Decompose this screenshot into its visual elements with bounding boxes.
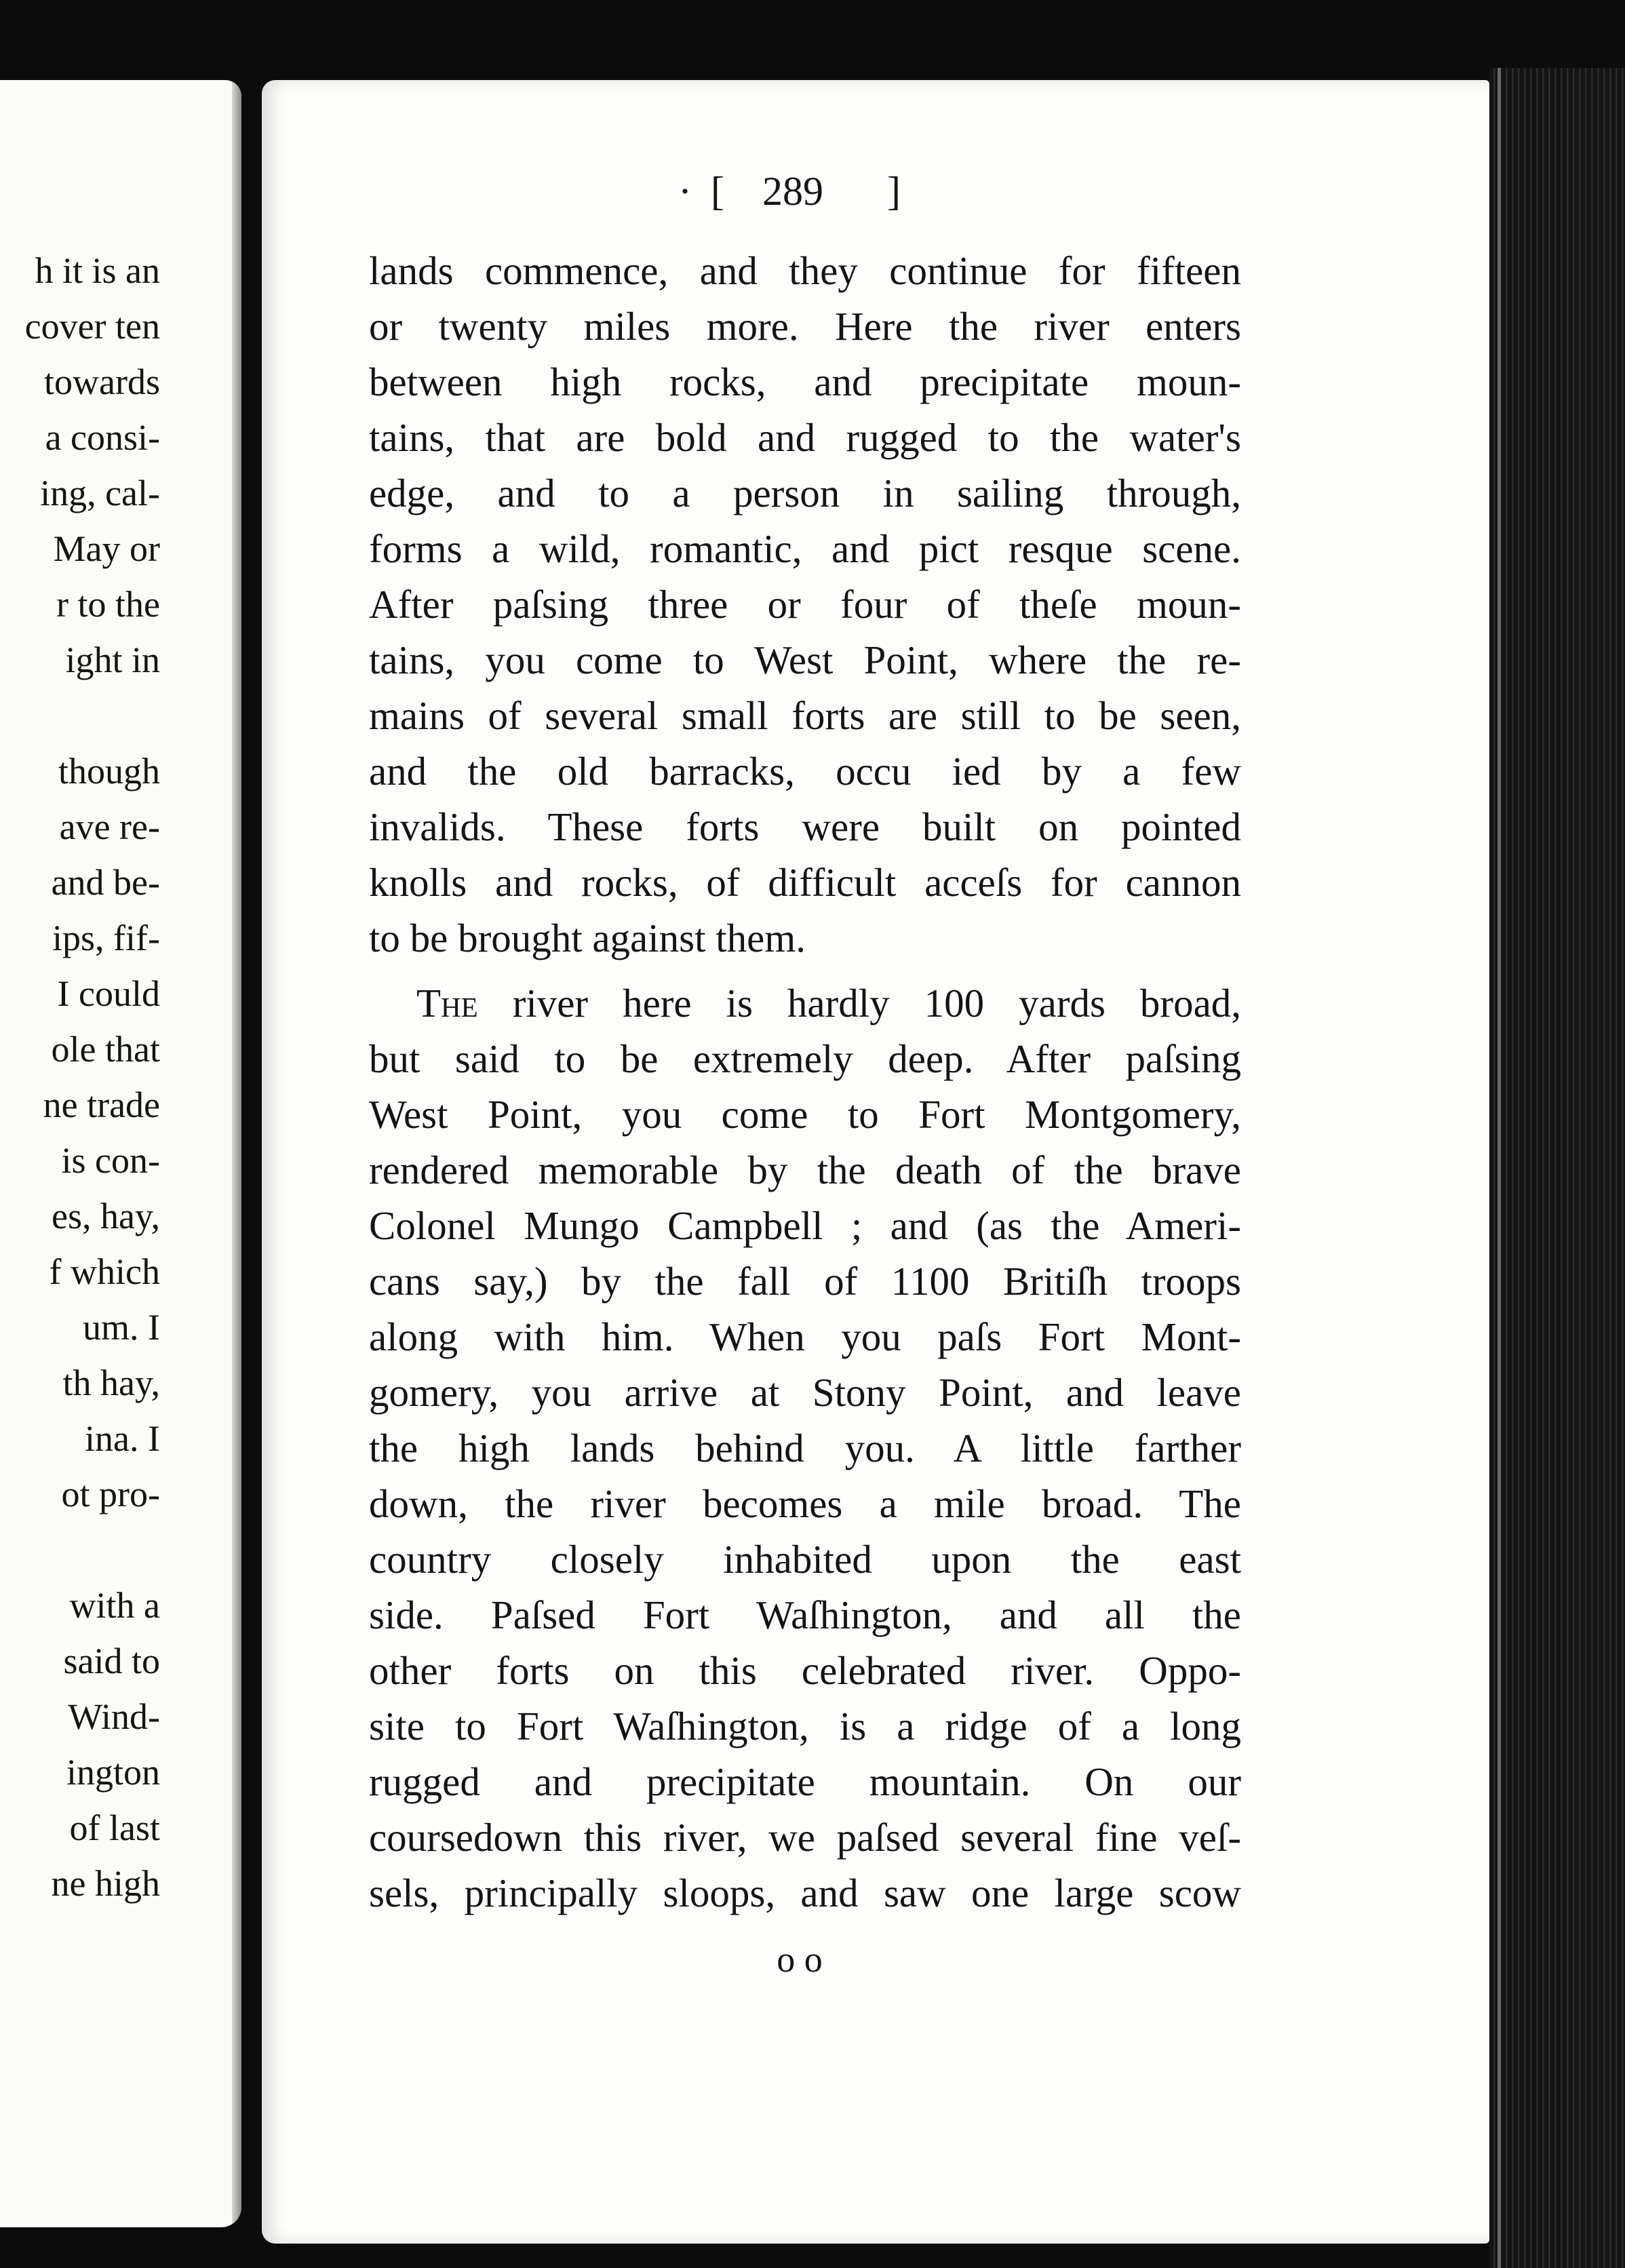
text-line: down, the river becomes a mile broad. The	[369, 1481, 1241, 1526]
text-line: coursedown this river, we paſsed several fine veſ-	[369, 1815, 1241, 1860]
text-line: or twenty miles more. Here the river enters	[369, 304, 1241, 349]
left-page-line: ne high	[51, 1863, 160, 1904]
text-line: site to Fort Waſhington, is a ridge of a long	[369, 1704, 1241, 1748]
text-line: cans say,) by the fall of 1100 Britiſh troops	[369, 1259, 1241, 1304]
left-page-line: I could	[57, 973, 160, 1014]
left-page-line: h it is an	[35, 250, 160, 291]
left-page-line: May or	[53, 528, 160, 569]
text-line: to be brought against them.	[369, 916, 806, 960]
left-page-line: ips, fif-	[52, 918, 160, 958]
running-header	[678, 164, 922, 218]
left-page-line: r to the	[56, 584, 160, 625]
left-page-line: ina. I	[85, 1418, 160, 1459]
left-page-line: ave re-	[59, 806, 160, 847]
text-line: knolls and rocks, of difficult acceſs for cannon	[369, 860, 1241, 905]
text-line: along with him. When you paſs Fort Mont-	[369, 1314, 1241, 1359]
left-page-line: towards	[44, 361, 160, 402]
left-page-line: said to	[63, 1641, 160, 1681]
left-page-line: with a	[69, 1585, 160, 1626]
left-page-line: is con-	[61, 1140, 160, 1181]
text-line: side. Paſsed Fort Waſhington, and all the	[369, 1592, 1241, 1637]
left-page-line: th hay,	[62, 1363, 160, 1403]
text-line: other forts on this celebrated river. Oppo-	[369, 1648, 1241, 1693]
left-page-edge	[232, 80, 241, 2227]
left-page-line: ight in	[65, 640, 160, 680]
left-page-line: and be-	[51, 862, 160, 903]
text-line: lands commence, and they continue for fifteen	[369, 248, 1241, 293]
book-page-edges	[1489, 68, 1625, 2268]
left-page-line: of last	[69, 1807, 160, 1848]
text-line: Colonel Mungo Campbell ; and (as the Ameri-	[369, 1203, 1241, 1248]
text-line: rugged and precipitate mountain. On our	[369, 1759, 1241, 1804]
left-page-line: ne trade	[43, 1084, 160, 1125]
text-line: edge, and to a person in sailing through,	[369, 471, 1241, 515]
left-page-line: ot pro-	[61, 1474, 160, 1514]
left-page-line: f which	[49, 1251, 160, 1292]
text-line: country closely inhabited upon the east	[369, 1537, 1241, 1582]
header-close-bracket: ]	[887, 169, 901, 214]
left-page-line: cover ten	[24, 306, 160, 347]
text-line: rendered memorable by the death of the brave	[369, 1148, 1241, 1192]
text-line: but said to be extremely deep. After paſsing	[369, 1036, 1241, 1081]
left-page-line: um. I	[83, 1307, 160, 1348]
text-line: forms a wild, romantic, and pict resque scene.	[369, 526, 1241, 571]
text-line: tains, you come to West Point, where the re-	[369, 638, 1241, 682]
catchword: o o	[777, 1939, 823, 1980]
text-line: gomery, you arrive at Stony Point, and leave	[369, 1370, 1241, 1415]
page-number: 289	[762, 169, 823, 214]
left-page-line: a consi-	[45, 417, 160, 458]
left-page-line: though	[58, 751, 160, 791]
page-edge-highlight	[1497, 68, 1501, 2268]
left-page-line: es, hay,	[52, 1196, 160, 1236]
text-line: After paſsing three or four of theſe moun-	[369, 582, 1241, 627]
text-line: the high lands behind you. A little farther	[369, 1426, 1241, 1470]
text-line: tains, that are bold and rugged to the water's	[369, 415, 1241, 460]
text-line: invalids. These forts were built on pointed	[369, 804, 1241, 849]
text-line: sels, principally sloops, and saw one large scow	[369, 1871, 1241, 1915]
left-page-line: ington	[66, 1752, 160, 1793]
text-line: mains of several small forts are still to be seen,	[369, 693, 1241, 738]
left-facing-page	[0, 80, 241, 2227]
first-line-rest: river here is hardly 100 yards broad,	[512, 981, 1242, 1025]
left-page-line: ing, cal-	[40, 473, 160, 513]
text-line: West Point, you come to Fort Montgomery,	[369, 1092, 1241, 1137]
header-dot: ·	[678, 169, 692, 214]
header-open-bracket: [	[711, 169, 724, 214]
left-page-line: Wind-	[68, 1696, 160, 1737]
text-line: and the old barracks, occu ied by a few	[369, 749, 1241, 794]
left-page-line: ole that	[51, 1029, 160, 1070]
paragraph-first-line	[416, 975, 1241, 1031]
text-line: between high rocks, and precipitate moun-	[369, 359, 1241, 404]
small-caps-lead: The	[416, 981, 478, 1025]
